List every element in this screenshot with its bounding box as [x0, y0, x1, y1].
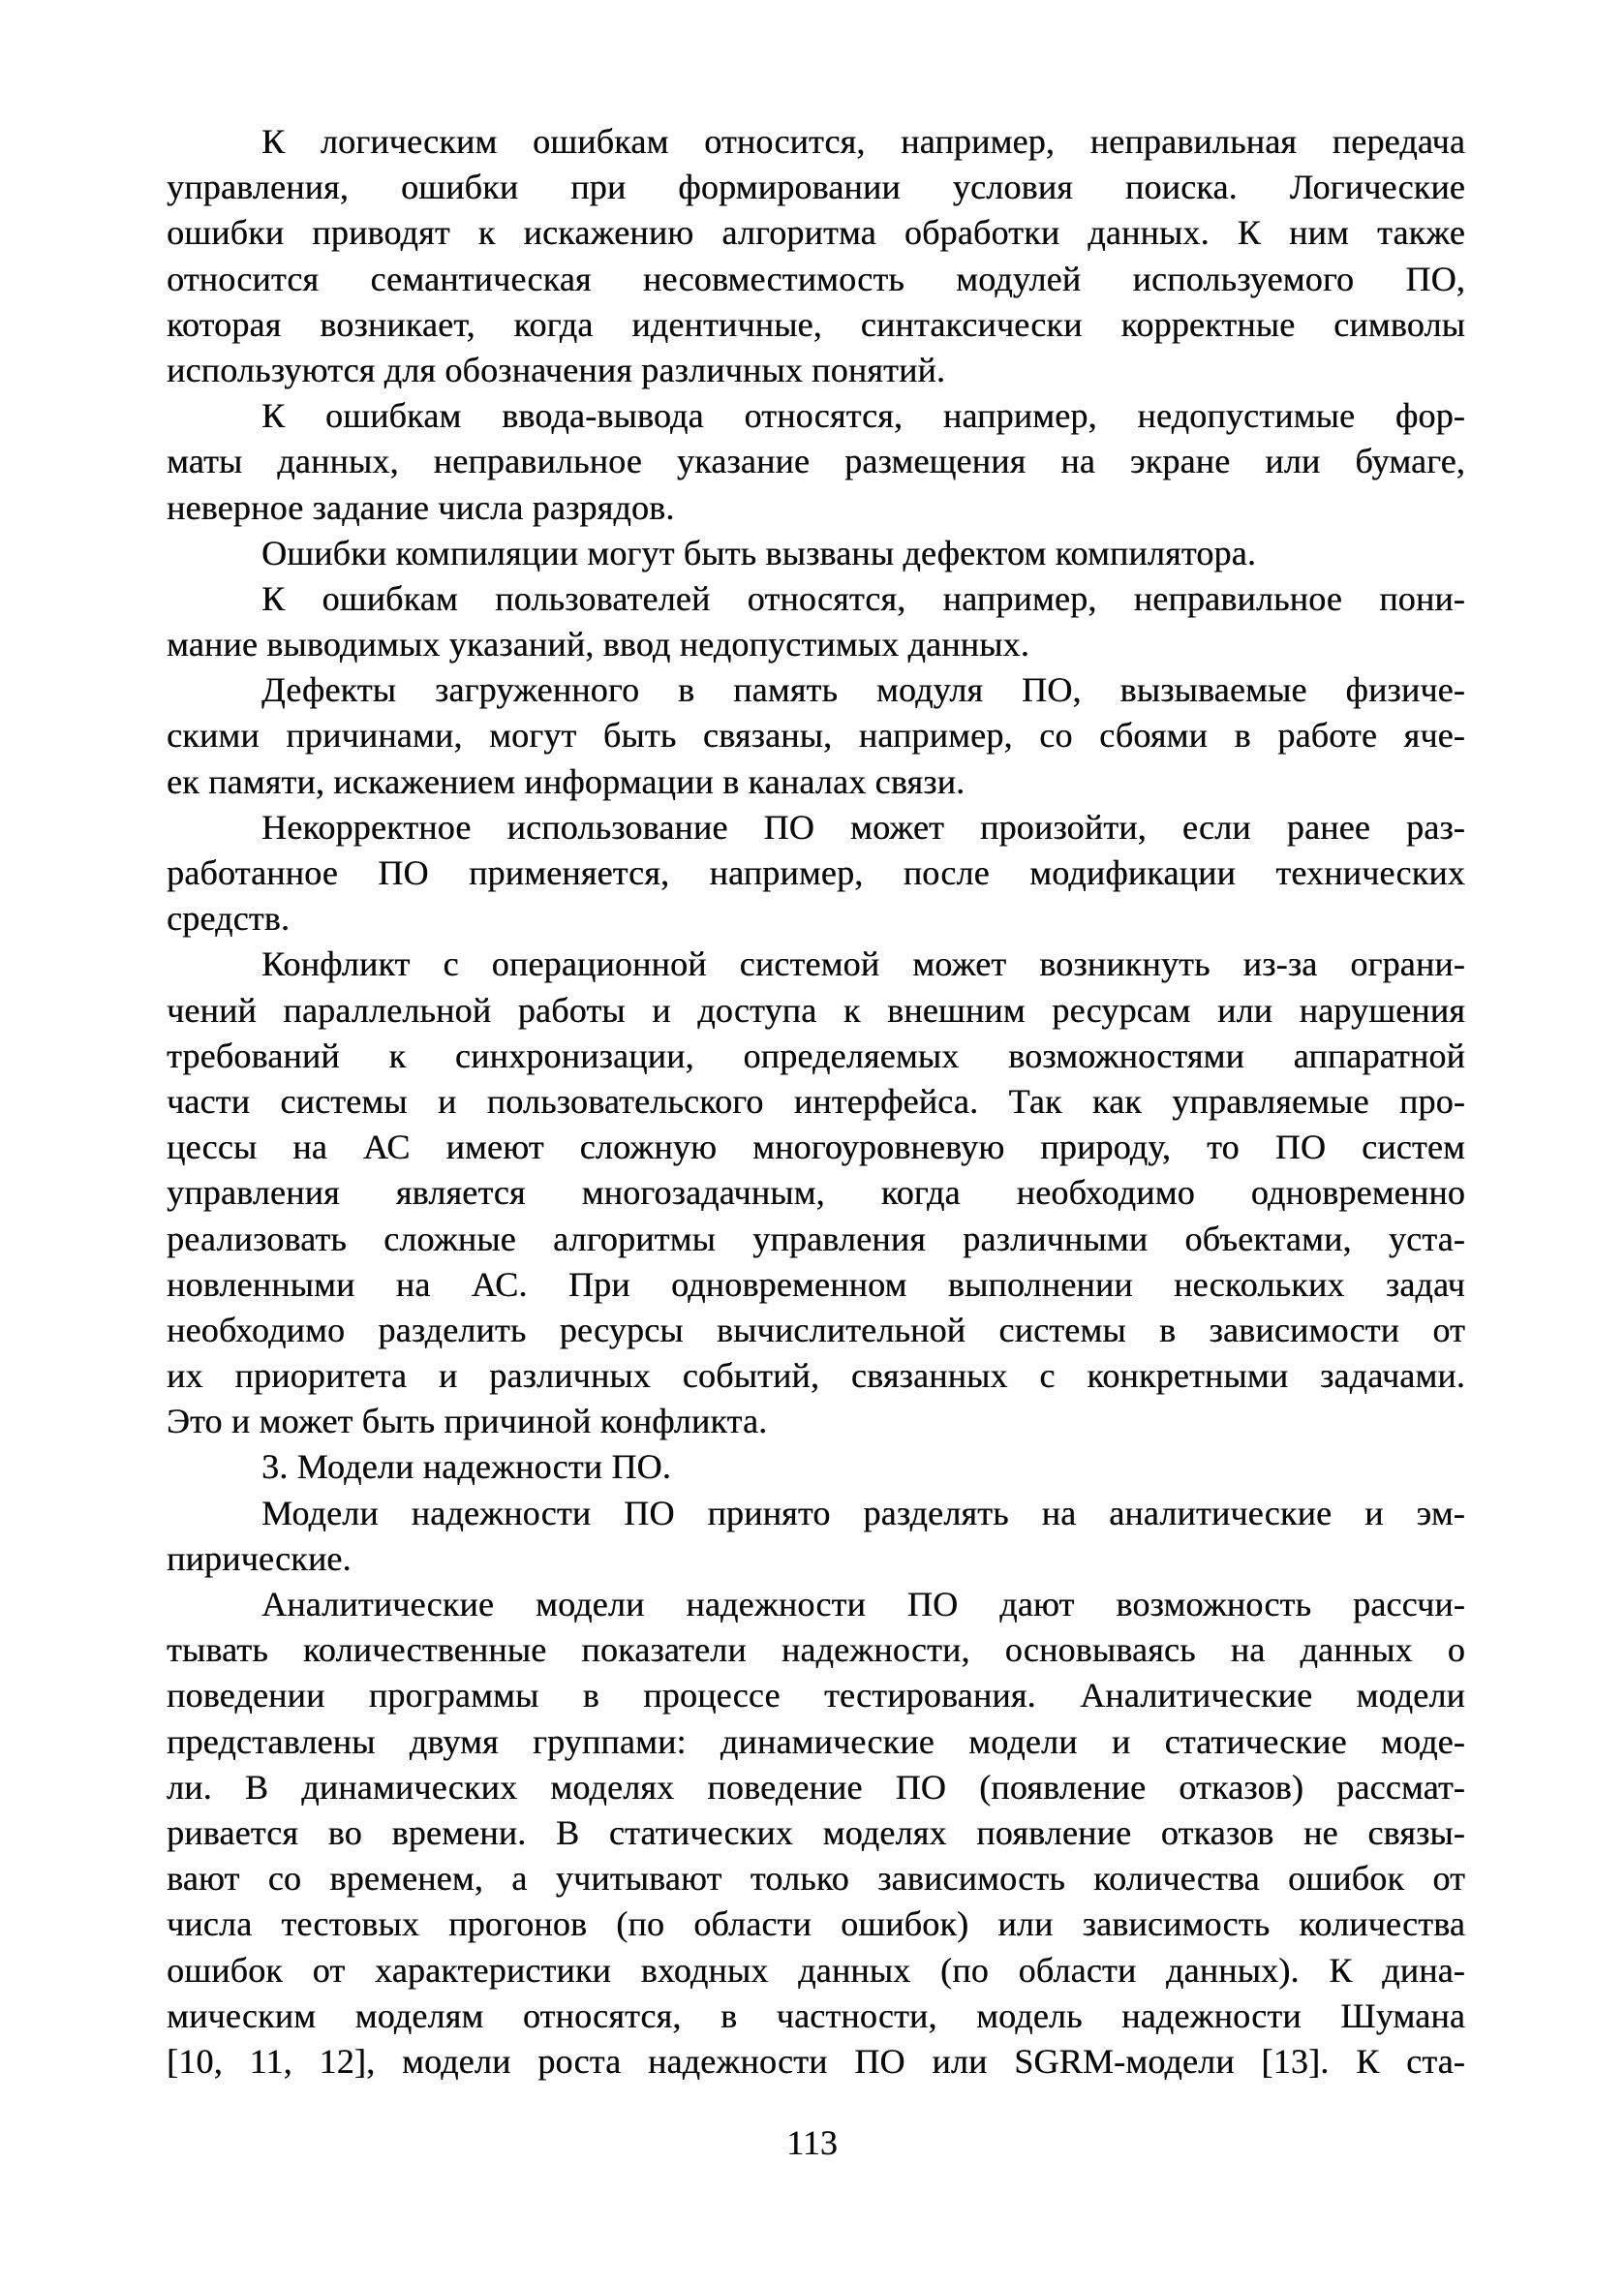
- text-line: используются для обозначения различных понятий.: [167, 350, 946, 389]
- text-line: требований к синхронизации, определяемых возможностями аппаратной: [167, 1036, 1465, 1075]
- text-line: цессы на АС имеют сложную многоуровневую природу, то ПО систем: [167, 1128, 1465, 1167]
- text-line: ривается во времени. В статических моделях появление отказов не связы-: [167, 1812, 1465, 1852]
- text-line: скими причинами, могут быть связаны, например, со сбоями в работе яче-: [167, 716, 1465, 756]
- text-line: К ошибкам пользователей относятся, например, неправильное пони-: [261, 578, 1465, 618]
- text-line: Ошибки компиляции могут быть вызваны дефектом компилятора.: [261, 533, 1257, 572]
- text-line: мание выводимых указаний, ввод недопустимых данных.: [167, 625, 1029, 665]
- text-line: которая возникает, когда идентичные, синтаксически корректные символы: [167, 304, 1465, 344]
- text-line: числа тестовых прогонов (по области ошибок) или зависимость количества: [167, 1904, 1465, 1944]
- text-line: К ошибкам ввода-вывода относятся, например, недопустимые фор-: [261, 396, 1465, 436]
- text-line: Дефекты загруженного в память модуля ПО, вызываемые физиче-: [261, 670, 1465, 710]
- text-line: реализовать сложные алгоритмы управления различными объектами, уста-: [167, 1219, 1465, 1258]
- text-line: Модели надежности ПО принято разделять на аналитические и эм-: [261, 1493, 1465, 1532]
- page-number: 113: [786, 2123, 838, 2162]
- text-line: средств.: [167, 899, 291, 939]
- text-line: представлены двумя группами: динамические модели и статические моде-: [167, 1721, 1465, 1761]
- text-line: их приоритета и различных событий, связанных с конкретными задачами.: [167, 1356, 1465, 1396]
- text-line: управления, ошибки при формировании условия поиска. Логические: [167, 168, 1465, 207]
- text-line: мическим моделям относятся, в частности, модель надежности Шумана: [167, 1995, 1465, 2035]
- text-line: ошибки приводят к искажению алгоритма обработки данных. К ним также: [167, 213, 1465, 253]
- text-line: тывать количественные показатели надежности, основываясь на данных о: [167, 1630, 1465, 1670]
- text-line: неверное задание числа разрядов.: [167, 487, 675, 527]
- text-line: управления является многозадачным, когда необходимо одновременно: [167, 1173, 1465, 1213]
- text-line: относится семантическая несовместимость модулей используемого ПО,: [167, 259, 1465, 298]
- text-line: 3. Модели надежности ПО.: [261, 1447, 671, 1487]
- text-line: новленными на АС. При одновременном выполнении нескольких задач: [167, 1264, 1465, 1304]
- body-text: [167, 119, 1465, 2085]
- text-line: вают со временем, а учитывают только зависимость количества ошибок от: [167, 1859, 1465, 1899]
- text-line: работанное ПО применяется, например, после модификации технических: [167, 853, 1465, 892]
- text-line: Это и может быть причиной конфликта.: [167, 1402, 768, 1441]
- text-line: пирические.: [167, 1538, 352, 1578]
- text-line: ошибок от характеристики входных данных (по области данных). К дина-: [167, 1950, 1465, 1990]
- text-line: маты данных, неправильное указание размещения на экране или бумаге,: [167, 442, 1465, 481]
- text-line: части системы и пользовательского интерфейса. Так как управляемые про-: [167, 1081, 1465, 1121]
- text-line: ек памяти, искажением информации в каналах связи.: [167, 761, 965, 801]
- text-line: [10, 11, 12], модели роста надежности ПО или SGRM-модели [13]. К ста-: [167, 2041, 1465, 2081]
- text-line: поведении программы в процессе тестирования. Аналитические модели: [167, 1676, 1465, 1716]
- text-line: Конфликт с операционной системой может возникнуть из-за ограни-: [261, 944, 1465, 984]
- text-line: необходимо разделить ресурсы вычислительной системы в зависимости от: [167, 1310, 1465, 1349]
- text-line: чений параллельной работы и доступа к внешним ресурсам или нарушения: [167, 990, 1465, 1030]
- text-line: Некорректное использование ПО может произойти, если ранее раз-: [261, 807, 1465, 847]
- text-line: ли. В динамических моделях поведение ПО (появление отказов) рассмат-: [167, 1767, 1465, 1807]
- text-line: Аналитические модели надежности ПО дают возможность рассчи-: [261, 1585, 1465, 1623]
- text-line: К логическим ошибкам относится, например, неправильная передача: [261, 122, 1465, 161]
